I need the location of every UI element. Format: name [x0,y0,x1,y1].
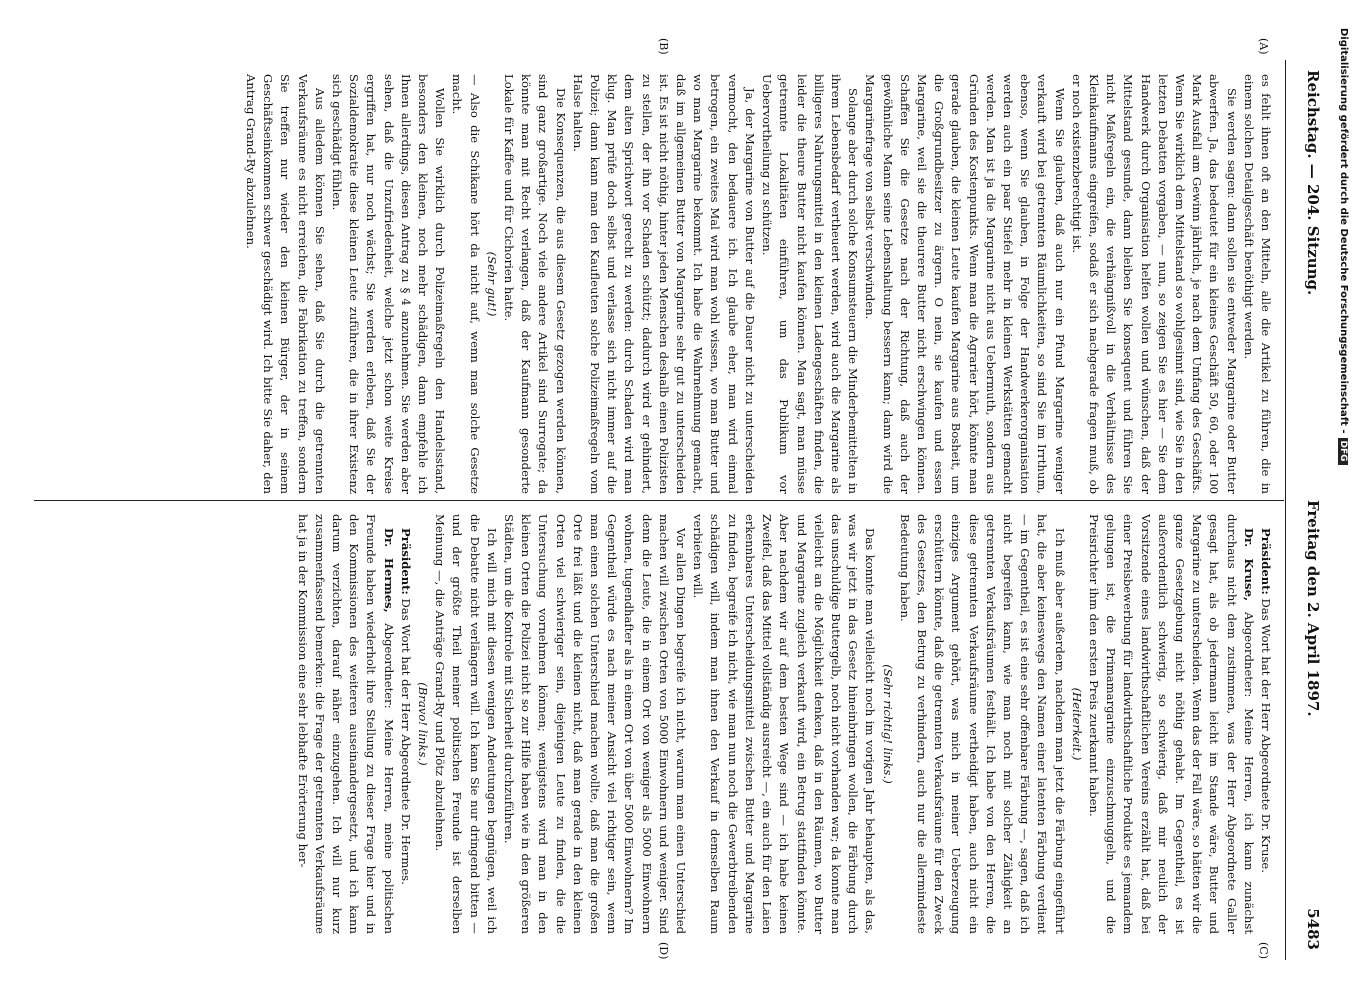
margin-marker-c: (C) [1257,942,1270,959]
page-header [1286,30,1330,970]
right-column [44,514,1274,934]
speech-text: Das Wort hat der Herr Abgeordnete Dr. Kruse. [1259,598,1273,873]
header-rule [1285,60,1286,960]
speaker-label: Präsident: [398,528,413,595]
column-divider [34,500,1284,501]
header-session: Reichstag. — 204. Sitzung. [1304,70,1322,296]
dfg-logo: DFG [1338,438,1348,465]
paragraph: Solange aber durch solche Konsumsteuern die Minderbemittelten in ihrem Lebensbedarf vertheuert werden, wird auch die Margarine als billigeres Nahrungsmittel in den kleinen Ladengeschäften finden, die leider die theure Butter nicht kaufen können. Man sagt, man müsse getrennte Lokalitäten einführen, um das Publikum vor Uebervortheilung zu schützen. [760,74,861,494]
paragraph: Vor allen Dingen begreife ich nicht, warum man einen Unterschied machen will zwischen Orten von 5000 Einwohnern und weniger. Sind denn die Leute, die in einem Ort von weniger als 5000 Einwohnern wohnen, tugendhafter als in einem Ort von über 5000 Einwohnern? Im Gegentheil würde es nach meiner Ansicht viel richtiger sein, wenn man einen solchen Unterschied machen wollte, daß man die großen Orte frei läßt und die kleinen nicht, daß man gerade in den kleinen Orten viel schwieriger sein, diejenigen Leute zu finden, die die Untersuchung vornehmen können; wenigstens wird man in den kleinen Orten die Polizei nicht so zur Hilfe haben wie in den größeren Städten, um die Kontrole mit Sicherheit durchzuführen. [502,514,689,934]
page-number: 5483 [1304,908,1322,950]
paragraph: Ja, der Margarine von Butter auf die Dauer nicht zu unterscheiden vermocht, den bedauere ich. Ich glaube eher, man wird einmal betrogen, ein zweites Mal wird man wohl wissen, wo man Butter und wo man Margarine bekommt. Ich habe die Wahrnehmung gemacht, daß im allgemeinen Butter von Margarine sehr gut zu unterscheiden ist. Es ist nicht nöthig, hinter jeden Menschen deshalb einen Polizisten zu stellen, der ihn vor Schaden schützt; dadurch wird er gehindert, dem alten Sprichwort gerecht zu werden: durch Schaden wird man klug. Man prüfe doch selbst und verlasse sich nicht immer auf die Polizei; dann kann man den Kaufleuten solche Polizeimaßregeln vom Halse halten. [570,74,757,494]
margin-marker-b: (B) [657,38,670,55]
speech-text: Abgeordneter: Meine Herren, ich kann zunächst durchaus nicht dem zustimmen, was der Herr Abgeordnete Galler gesagt hat, als ob jedermann leicht im Stande wäre, Butter und Margarine zu unterscheiden. Wenn das der Fall wäre, so hätten wir die ganze Gesetzgebung nicht nöthig gehabt. Im Gegentheil, es ist außerordentlich schwierig, so schwierig, daß mir neulich der Vorsitzende eines landwirthschaftlichen Vereins erzählt hat, daß bei einer Preisbewerbung für landwirthschaftliche Produkte es jemandem gelungen ist, die Primamargarine einzuschmuggeln, und die Preisrichter ihm den ersten Preis zuerkannt haben. [1086,514,1256,934]
paragraph: — Also die Schikane hört da nicht auf, wenn man solche Gesetze macht. [450,74,482,494]
paragraph: Ich will mich mit diesen wenigen Andeutungen begnügen, weil ich die Debatte nicht verlängern will. Ich kann Sie nur dringend bitten — und der größte Theil meiner politischen Freunde ist derselben Meinung —, die Anträge Grand-Ry und Plötz abzulehnen. [433,514,499,934]
interjection: (Bravo! links.) [416,682,431,766]
speech-text: Das Wort hat der Herr Abgeordnete Dr. Hermes. [398,598,413,885]
paragraph [1085,514,1257,934]
paragraph: Sie werden sagen: dann sollen sie entweder Margarine oder Butter abwerfen. Ja, das bedeutet für ein kleines Geschäft 50, 60, oder 100 Mark Ausfall am Gewinn jährlich, je nach dem Umfang des Geschäfts. Wenn Sie wirklich dem Mittelstand so wohlgesinnt sind, wie Sie in den letzten Debatten vorgaben, — nun, so zeigen Sie es hier — Sie dem Handwerk durch Organisation helfen wollen und wünschen, daß der Mittelstand gesunde, dann bleiben Sie konsequent und führen Sie nicht Maßregeln ein, die verhängnißvoll in die Verhältnisse des Kleinkaufmanns eingreifen, sodaß er sich nachgerade fragen muß, ob er noch existenzberechtigt ist. [1069,74,1239,494]
interjection: (Sehr richtig! links.) [880,664,895,784]
paragraph: Ich muß aber außerdem, nachdem man jetzt die Färbung eingeführt hat, die aber keineswegs den Namen einer latenten Färbung verdient — im Gegentheil, es ist eine sehr offenbare Färbung —, sagen, daß ich nicht begreifen kann, wie man noch mit solcher Zähigkeit an getrennten Verkaufsräumen festhält. Ich habe von den Herren, die diese getrennten Verkaufsräume vertheidigt haben, auch nicht ein einziges Argument gehört, was mich in meiner Ueberzeugung erschüttern könnte, daß die getrennten Verkaufsräume für den Zweck des Gesetzes, den Betrug zu verhindern, auch nur die allermindeste Bedeutung haben. [897,514,1067,934]
paragraph: Wenn Sie glauben, daß auch nur ein Pfund Margarine weniger verkauft wird bei getrennten Räumlichkeiten, so sind Sie im Irrthum, ebenso, wenn Sie glauben, in Folge der Handwerkerorganisation werden auch ein paar Stiefel mehr in kleinen Werkstätten gemacht werden. Man ist ja die Margarine nicht aus Uebermuth, sondern aus Gründen des Kostenpunkts. Wenn man die Agrarier hört, könnte man gerade glauben, die kleinen Leute kaufen Margarine aus Bosheit, um die Großgrundbesitzer zu ärgern. O nein, sie kaufen und essen Margarine, weil sie die theurere Butter nicht erschwingen können. Schaffen Sie die Gesetze nach der Richtung, daß auch der gewöhnliche Mann seine Lebenshaltung bessern kann; dann wird die Margarinefrage von selbst verschwinden. [863,74,1067,494]
paragraph: Die Konsequenzen, die aus diesem Gesetz gezogen werden können, sind ganz großartige. Noch viele andere Artikel sind Surrogate; da könnte man mit Recht verlangen, daß der Kaufmann gesonderte Lokale für Kaffee und für Cichorien hatte. [502,74,568,494]
paragraph: Wollen Sie wirklich durch Polizeimaßregeln den Handelsstand, besonders den kleinen, noch mehr schädigen, dann empfehle ich Ihnen allerdings, diesen Antrag zu § 4 anzunehmen. Sie werden aber sehen, daß die Unzufriedenheit, welche jetzt schon weite Kreise ergriffen hat, nur noch wächst; Sie werden erleben, daß Sie der Sozialdemokratie diese kleinen Leute zuführen, die in ihrer Existenz sich geschädigt fühlen. [330,74,448,494]
paragraph: Das konnte man vielleicht noch im vorigen Jahr behaupten, als das, was wir jetzt in das Gesetz hineinbringen wollen, die Färbung durch das unschuldige Buttergelb, noch nicht vorhanden war; da konnte man vielleicht an die Möglichkeit denken, daß in den Räumen, wo Butter und Margarine zugleich verkauft wird, ein Betrug stattfinden könnte. Aber nachdem wir auf dem besten Wege sind — ich habe keinen Zweifel, daß das Mittel vollständig ausreicht —, ein auch für den Laien erkennbares Unterscheidungsmittel zwischen Butter und Margarine zu finden, begreife ich nicht, wie man nun noch die Gewerbtreibenden schädigen will, indem man ihnen den Verkauf in demselben Raum verbieten will. [691,514,878,934]
paragraph: Aus alledem können Sie sehen, daß Sie durch die getrennten Verkaufsräume es nicht erreichen, die Fabrikation zu treffen, sondern Sie treffen nur wieder den kleinen Bürger, der in seinem Geschäftseinkommen schwer geschädigt wird. Ich bitte Sie daher, den Antrag Grand-Ry abzulehnen. [244,74,327,494]
paragraph [1257,514,1274,934]
speaker-label: Präsident: [1259,528,1273,595]
paragraph: es fehlt ihnen oft an den Mitteln, alle die Artikel zu führen, die in einem solchen Detailgeschäft benöthigt werden. [1241,74,1273,494]
interjection: (Heiterkeit.) [1069,687,1084,761]
credit-text: Digitalisierung gefördert durch die Deutsche Forschungsgemeinschaft - [1338,28,1349,434]
paragraph [397,514,414,934]
speaker-label: Dr. Kruse, [1241,528,1256,601]
header-date: Freitag den 2. April 1897. [1304,500,1322,717]
interjection: (Sehr gut!) [484,251,499,317]
paragraph [293,514,396,934]
speech-text: Abgeordneter: Meine Herren, meine politischen Freunde haben wiederholt ihre Stellung zu dieser Frage hier und in den Kommissionen des weiteren auseinandergesetzt, und ich kann darum verzichten, darauf näher einzugehen. Ich will nur kurz zusammenfassend bemerken: die Frage der getrennten Verkaufsräume hat ja in der Kommission eine sehr lebhafte Erörterung her- [295,514,396,934]
margin-marker-a: (A) [1257,38,1270,55]
margin-marker-d: (D) [657,942,670,960]
digitization-credit [1336,28,1350,968]
left-column [44,74,1274,494]
rotated-page [0,30,1330,970]
speaker-label: Dr. Hermes, [381,528,396,613]
